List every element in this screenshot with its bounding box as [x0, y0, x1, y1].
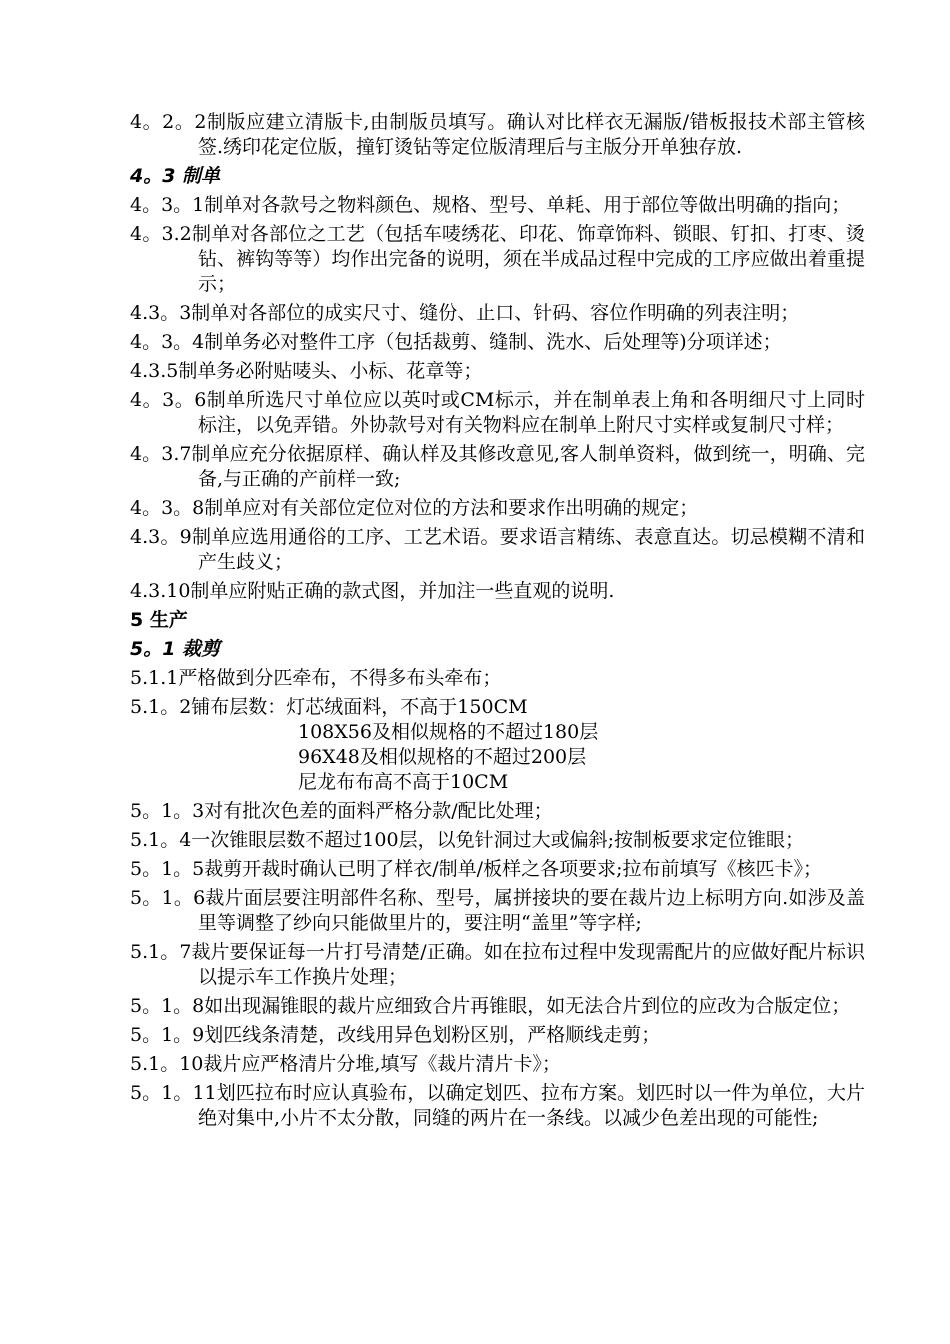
paragraph-5-1-2-subline-1: 108X56及相似规格的不超过180层 — [298, 721, 599, 743]
paragraph-5-1-8: 5。1。8如出现漏锥眼的裁片应细致合片再锥眼，如无法合片到位的应改为合版定位； — [130, 995, 851, 1017]
paragraph-5-1-5: 5。1。5裁剪开裁时确认已明了样衣/制单/板样之各项要求;拉布前填写《核匹卡》； — [130, 858, 822, 880]
section-heading-5-1: 5。1 裁剪 — [130, 638, 221, 660]
paragraph-5-1-4: 5.1。4一次锥眼层数不超过100层，以免针洞过大或偏斜;按制板要求定位锥眼； — [130, 829, 804, 851]
paragraph-4-3-6: 4。3。6制单所选尺寸单位应以英吋或CM标示，并在制单表上角和各明细尺寸上同时标注，以免弄错。外协款号对有关物料应在制单上附尺寸实样或复制尺寸样； — [130, 389, 865, 436]
paragraph-4-3-4: 4。3。4制单务必对整件工序（包括裁剪、缝制、洗水、后处理等)分项详述； — [130, 331, 782, 353]
paragraph-4-3-3: 4.3。3制单对各部位的成实尺寸、缝份、止口、针码、容位作明确的列表注明； — [130, 302, 800, 324]
paragraph-4-3-2: 4。3.2制单对各部位之工艺（包括车唛绣花、印花、饰章饰料、锁眼、钉扣、打枣、烫钻、裤钩等等）均作出完备的说明，须在半成品过程中完成的工序应做出着重提示； — [130, 223, 865, 295]
paragraph-5-1-9: 5。1。9划匹线条清楚，改线用异色划粉区别，严格顺线走剪； — [130, 1024, 661, 1046]
paragraph-5-1-2-subline-3: 尼龙布布高不高于10CM — [298, 771, 509, 793]
paragraph-5-1-11: 5。1。11划匹拉布时应认真验布，以确定划匹、拉布方案。划匹时以一件为单位，大片绝对集中,小片不太分散，同缝的两片在一条线。以减少色差出现的可能性; — [130, 1082, 865, 1129]
paragraph-5-1-6: 5。1。6裁片面层要注明部件名称、型号，属拼接块的要在裁片边上标明方向.如涉及盖里等调整了纱向只能做里片的，要注明“盖里”等字样; — [130, 887, 865, 934]
document-page — [130, 110, 865, 1135]
paragraph-4-3-9: 4.3。9制单应选用通俗的工序、工艺术语。要求语言精练、表意直达。切忌模糊不清和产生歧义； — [130, 526, 865, 573]
paragraph-4-3-8: 4。3。8制单应对有关部位定位对位的方法和要求作出明确的规定； — [130, 497, 699, 519]
paragraph-4-3-7: 4。3.7制单应充分依据原样、确认样及其修改意见,客人制单资料，做到统一，明确、完备,与正确的产前样一致; — [130, 443, 865, 490]
section-heading-5: 5 生产 — [130, 609, 188, 631]
paragraph-4-3-5: 4.3.5制单务必附贴唛头、小标、花章等； — [130, 360, 483, 382]
section-heading-4-3: 4。3 制单 — [130, 165, 221, 187]
paragraph-4-3-10: 4.3.10制单应附贴正确的款式图，并加注一些直观的说明. — [130, 580, 615, 602]
paragraph-4-3-1: 4。3。1制单对各款号之物料颜色、规格、型号、单耗、用于部位等做出明确的指向； — [130, 194, 851, 216]
paragraph-4-2-2: 4。2。2制版应建立清版卡,由制版员填写。确认对比样衣无漏版/错板报技术部主管核签.绣印花定位版，撞钉烫钻等定位版清理后与主版分开单独存放. — [130, 111, 865, 158]
paragraph-5-1-1: 5.1.1严格做到分匹牵布，不得多布头牵布； — [130, 667, 502, 689]
paragraph-5-1-2: 5.1。2铺布层数：灯芯绒面料，不高于150CM — [130, 696, 528, 718]
paragraph-5-1-2-subline-2: 96X48及相似规格的不超过200层 — [298, 746, 587, 768]
paragraph-5-1-3: 5。1。3对有批次色差的面料严格分款/配比处理； — [130, 800, 553, 822]
paragraph-5-1-7: 5.1。7裁片要保证每一片打号清楚/正确。如在拉布过程中发现需配片的应做好配片标识以提示车工作换片处理； — [130, 941, 865, 988]
paragraph-5-1-10: 5.1。10裁片应严格清片分堆,填写《裁片清片卡》； — [130, 1053, 561, 1075]
